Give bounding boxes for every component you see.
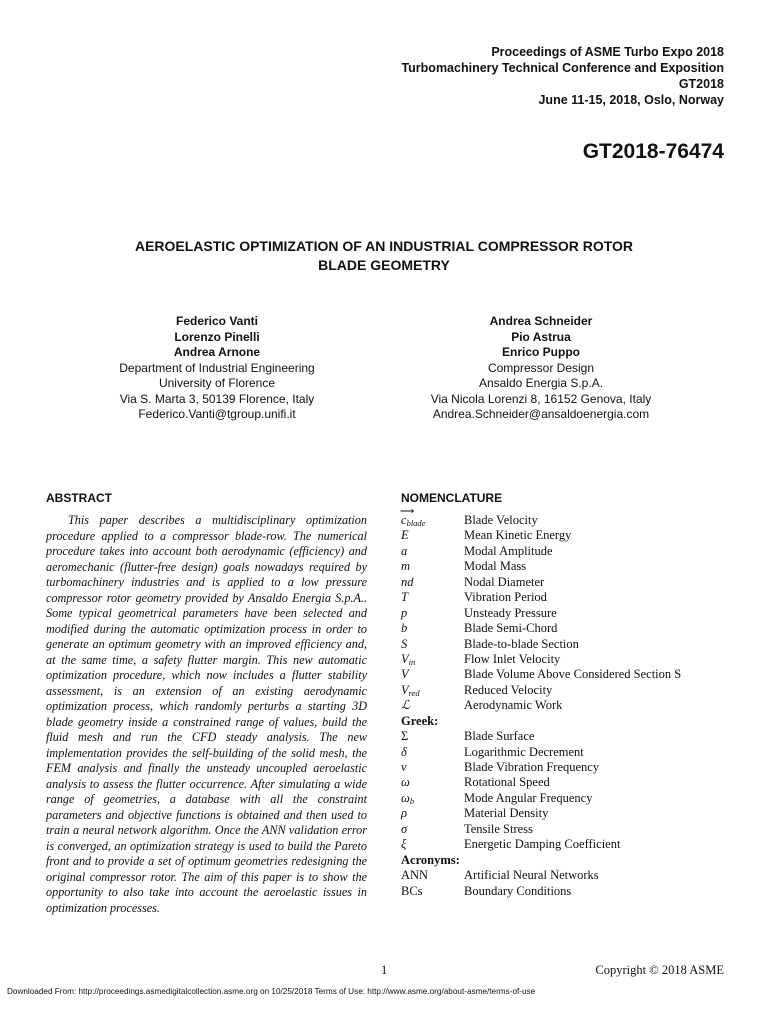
download-note: Downloaded From: http://proceedings.asmedigitalcollection.asme.org on 10/25/2018 Terms of Use: http://www.asme.org/about-asme/terms-of-use [7,987,536,996]
nomenclature-definition: Material Density [464,806,549,821]
abstract-text: This paper describes a multidisciplinary optimization procedure applied to a compressor blade-row. The numerical procedure takes into account both aerodynamic (efficiency) and aeromechanic (flutter-free design) goals nowadays required by turbomachinery industries and is applied to a low pressure compressor rotor geometry provided by Ansaldo Energia S.p.A.. Some typical geometrical parameters have been selected and modified during the automatic optimization process in order to generate an optimum geometry with an improved efficiency and, at the same time, a safety flutter margin. This new automatic optimization procedure, which now includes a flutter stability assessment, is an extension of an existing aerodynamic optimization process, which randomly perturbs a starting 3D blade geometry inside a constrained range of values, build the fluid mesh and run the CFD steady analysis. The new implementation provides the self-building of the solid mesh, the FEM analysis and finally the unsteady uncoupled aeroelastic analysis to assess the flutter occurrence. After simulating a wide range of geometries, a database with all the constraint parameters and objective functions is obtained and then used to train a neural network algorithm. Once the ANN validation error is converged, an optimization strategy is used to build the Pareto front and to provide a set of optimum geometries redesigning the original compressor rotor. The aim of this paper is to show the opportunity to also take into account the aeroelastic issues in optimization processes. [46,513,367,915]
nomenclature-symbol [401,590,464,605]
symbol-base: ξ [401,837,407,852]
symbol-base: V [401,667,409,682]
nomenclature-row [401,745,731,760]
nomenclature-symbol [401,637,464,652]
page-number: 1 [381,963,388,977]
nomenclature-symbol [401,868,464,883]
nomenclature-row [401,528,731,543]
symbol-base: p [401,605,408,620]
nomenclature-definition: Vibration Period [464,590,547,605]
nomenclature-row [401,729,731,744]
symbol-base: ℒ [401,698,411,713]
nomenclature-definition: Tensile Stress [464,821,533,836]
author-name: Federico Vanti [175,314,259,328]
proceedings-header [204,44,724,108]
affiliation-line: Compressor Design [487,360,595,375]
nomenclature-row [401,884,731,899]
nomenclature-symbol [401,528,464,543]
nomenclature-row [401,544,731,559]
nomenclature-symbol [400,506,464,528]
author-name: Andrea Schneider [489,314,593,328]
nomenclature-row [400,506,731,528]
symbol-base: δ [401,744,407,759]
symbol-base: ω [401,775,410,790]
authors-left [52,314,382,423]
symbol-base: V [401,682,409,697]
nomenclature-definition: Boundary Conditions [464,883,572,898]
nomenclature-definition: Blade Semi-Chord [464,621,558,636]
nomenclature-row [401,621,731,636]
nomenclature-symbol [401,606,464,621]
symbol-subscript: red [408,687,420,698]
copyright: Copyright © 2018 ASME [595,963,724,977]
proceedings-line: June 11-15, 2018, Oslo, Norway [538,93,724,107]
author-name: Andrea Arnone [173,345,261,359]
symbol-base: m [401,559,411,574]
nomenclature-definition: Flow Inlet Velocity [464,651,561,666]
nomenclature-row [401,760,731,775]
nomenclature-definition: Logarithmic Decrement [464,744,584,759]
symbol-base: ρ [401,806,407,821]
title-line: BLADE GEOMETRY [318,257,450,273]
symbol-base: nd [401,574,414,589]
nomenclature-row [401,822,731,837]
nomenclature-symbol [401,822,464,837]
nomenclature-symbol [401,621,464,636]
nomenclature-row [401,698,731,713]
symbol-base: c [401,513,407,527]
vector-symbol [400,506,415,528]
nomenclature-row [401,837,731,852]
proceedings-line: Proceedings of ASME Turbo Expo 2018 [491,45,724,59]
symbol-subscript: b [409,795,415,806]
vector-arrow-icon: ⟶ [400,506,415,517]
nomenclature-symbol [401,575,464,590]
nomenclature-row [401,575,731,590]
nomenclature-definition: Reduced Velocity [464,682,553,697]
symbol-base: σ [401,821,408,836]
nomenclature-symbol [401,729,464,744]
nomenclature-list [400,506,731,899]
affiliation-line: Ansaldo Energia S.p.A. [478,376,604,390]
nomenclature-symbol [401,760,464,775]
title-line: AEROELASTIC OPTIMIZATION OF AN INDUSTRIAL COMPRESSOR ROTOR [134,238,634,254]
nomenclature-definition: Mode Angular Frequency [464,790,593,805]
nomenclature-definition: Artificial Neural Networks [464,868,599,883]
symbol-base: E [401,528,409,543]
paper-id: GT2018-76474 [582,140,724,163]
symbol-base: Σ [401,729,409,744]
nomenclature-row [401,775,731,790]
nomenclature-row [401,868,731,883]
abstract-body [46,513,367,916]
symbol-subscript: in [408,656,416,667]
nomenclature-symbol [401,698,464,713]
author-name: Pio Astrua [511,329,571,344]
nomenclature-definition: Blade Velocity [464,513,538,527]
nomenclature-definition: Blade-to-blade Section [464,636,579,651]
nomenclature-row [401,791,731,806]
nomenclature-symbol [401,775,464,790]
author-name: Enrico Puppo [502,345,580,359]
symbol-base: T [401,590,408,605]
nomenclature-symbol [401,544,464,559]
symbol-base: b [401,621,408,636]
author-email: Andrea.Schneider@ansaldoenergia.com [432,407,650,421]
nomenclature-symbol [401,791,464,806]
nomenclature-row [401,606,731,621]
nomenclature-symbol [401,667,464,682]
affiliation-line: Via Nicola Lorenzi 8, 16152 Genova, Italy [430,391,652,406]
symbol-base: S [401,636,408,651]
nomenclature-definition: Nodal Diameter [464,574,545,589]
nomenclature-symbol [401,559,464,574]
nomenclature-symbol [401,683,464,698]
nomenclature-definition: Unsteady Pressure [464,605,557,620]
nomenclature-row [401,559,731,574]
proceedings-line: GT2018 [678,77,724,91]
nomenclature-definition: Energetic Damping Coefficient [464,837,621,852]
nomenclature-row [401,652,731,667]
nomenclature-row [401,590,731,605]
nomenclature-row [401,637,731,652]
symbol-base: ω [401,790,410,805]
proceedings-line: Turbomachinery Technical Conference and Exposition [401,61,724,75]
symbol-base: ANN [401,868,429,883]
nomenclature-definition: Blade Vibration Frequency [464,760,600,774]
symbol-subscript: blade [406,518,426,528]
nomenclature-definition: Aerodynamic Work [464,698,563,713]
symbol-base: BCs [401,883,423,898]
affiliation-line: Department of Industrial Engineering [119,360,315,375]
nomenclature-row [401,806,731,821]
nomenclature-row [401,683,731,698]
greek-heading: Greek: [401,713,439,728]
author-name: Lorenzo Pinelli [174,329,260,344]
nomenclature-definition: Modal Amplitude [464,543,553,558]
nomenclature-symbol [401,745,464,760]
affiliation-line: University of Florence [158,376,276,390]
nomenclature-symbol [401,837,464,852]
acronyms-heading: Acronyms: [401,852,460,867]
nomenclature-definition: Blade Volume Above Considered Section S [464,667,682,682]
symbol-base: ν [401,760,407,774]
nomenclature-definition: Blade Surface [464,729,535,744]
nomenclature-symbol [401,652,464,667]
abstract-heading: ABSTRACT [46,491,112,505]
author-email: Federico.Vanti@tgroup.unifi.it [138,407,296,421]
authors-right [376,314,706,423]
symbol-base: V [401,651,409,666]
affiliation-line: Via S. Marta 3, 50139 Florence, Italy [119,391,315,406]
nomenclature-definition: Rotational Speed [464,775,550,790]
nomenclature-symbol [401,806,464,821]
paper-title [60,237,708,275]
nomenclature-heading: NOMENCLATURE [401,491,503,505]
nomenclature-symbol [401,884,464,899]
nomenclature-row [401,667,731,682]
nomenclature-definition: Modal Mass [464,559,527,574]
nomenclature-definition: Mean Kinetic Energy [464,528,572,543]
symbol-base: a [401,543,408,558]
